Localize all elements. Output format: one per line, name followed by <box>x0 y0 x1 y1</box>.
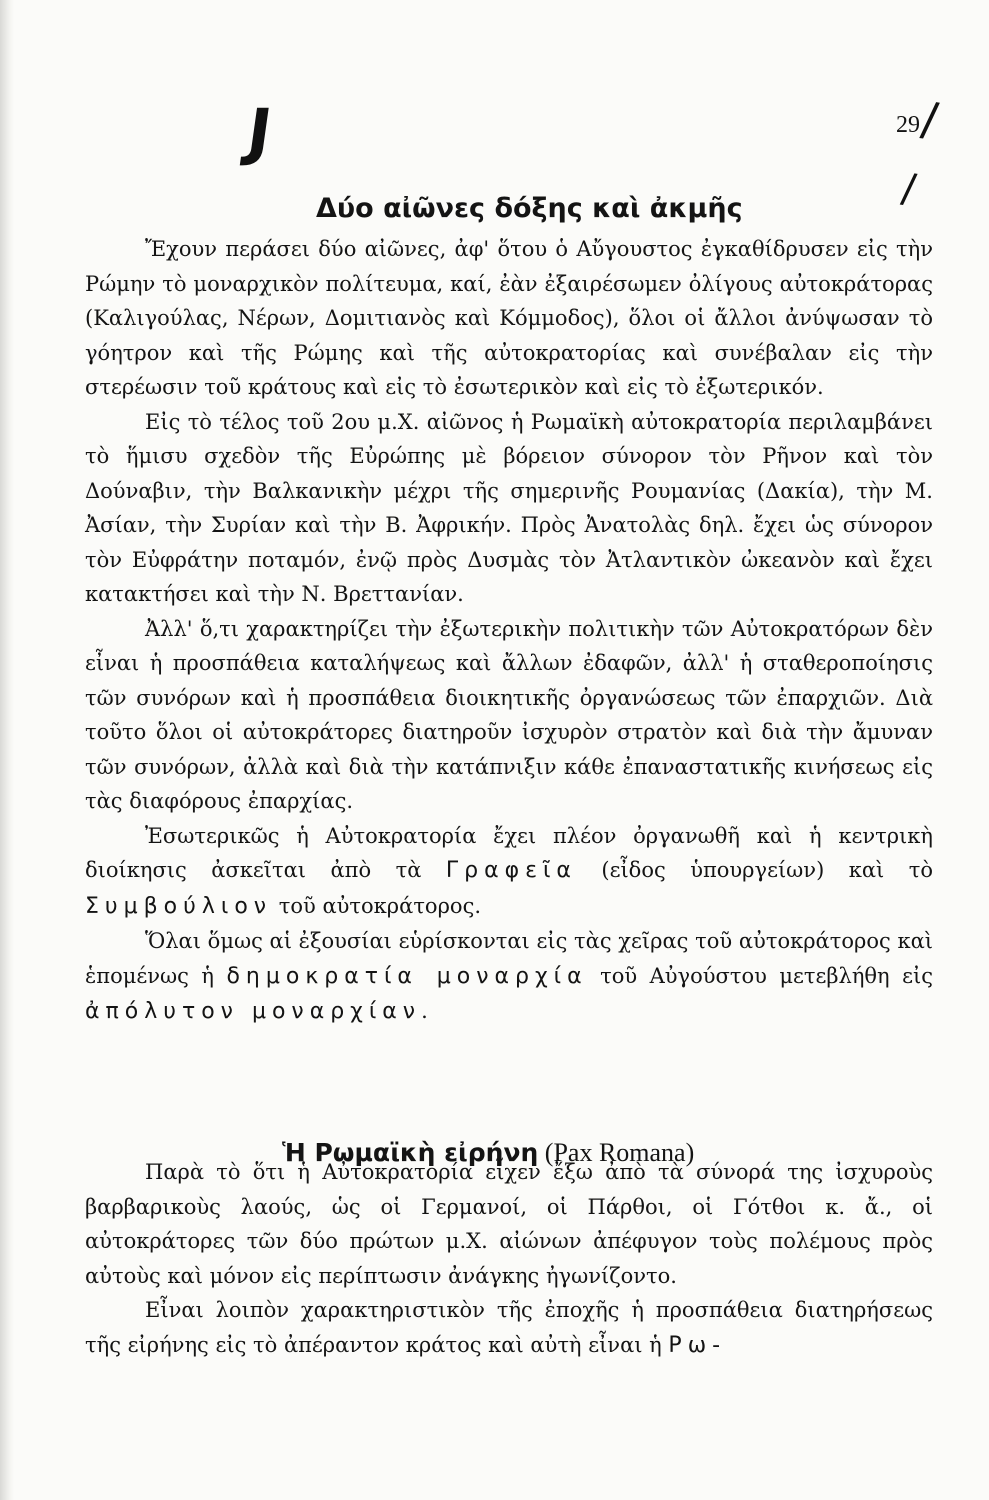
handwritten-slash-mark-top: / <box>918 91 942 147</box>
paragraph-4-text-end: τοῦ αὐτοκράτορος. <box>272 893 482 918</box>
term-romaiki: Ρω- <box>668 1332 727 1358</box>
pax-paragraph-2-text: Εἶναι λοιπὸν χαρακτηριστικὸν τῆς ἐποχῆς ἡ προσπάθεια διατηρήσεως τῆς εἰρήνης εἰς τὸ ἀπέραντον κράτος καὶ αὐτὴ εἶναι ἡ <box>85 1298 933 1357</box>
paragraph-5 <box>85 924 933 1030</box>
pax-paragraph-2 <box>85 1293 933 1363</box>
section-2-body <box>85 1155 933 1363</box>
term-apolytos-monarchia: ἀπόλυτον μοναρχίαν <box>85 999 422 1024</box>
section-1-body <box>85 232 933 1030</box>
pax-paragraph-1: Παρὰ τὸ ὅτι ἡ Αὐτοκρατορία εἶχεν ἔξω ἀπὸ τὰ σύνορά της ἰσχυροὺς βαρβαρικοὺς λαούς, ὡς οἱ Γερμανοί, οἱ Πάρθοι, οἱ Γότθοι κ. ἄ., οἱ αὐτοκράτορες τῶν δύο πρώτων μ.Χ. αἰώνων ἀπέφυγον τοὺς πολέμους πρὸς αὐτοὺς καὶ μόνον εἰς περίπτωσιν ἀνάγκης ἠγωνίζοντο. <box>85 1160 933 1288</box>
paragraph-4-text-start: Ἐσωτερικῶς ἡ Αὐτοκρατορία ἔχει πλέον ὀργανωθῆ καὶ ἡ κεντρικὴ διοίκησις ἀσκεῖται ἀπὸ τὰ <box>85 823 933 882</box>
paragraph-4-text-middle: (εἶδος ὑπουργείων) καὶ τὸ <box>576 858 933 882</box>
paragraph-3: Ἀλλ' ὅ,τι χαρακτηρίζει τὴν ἐξωτερικὴν πολιτικὴν τῶν Αὐτοκρατόρων δὲν εἶναι ἡ προσπάθεια καταλήψεως καὶ ἄλλων ἐδαφῶν, ἀλλ' ἡ σταθεροποίησις τῶν συνόρων καὶ ἡ προσπάθεια διοικητικῆς ὀργανώσεως τῶν ἐπαρχιῶν. Διὰ τοῦτο ὅλοι οἱ αὐτοκράτορες διατηροῦν ἰσχυρὸν στρατὸν καὶ διὰ τὴν ἄμυναν τῶν συνόρων, ἀλλὰ καὶ διὰ τὴν κατάπνιξιν κάθε ἐπαναστατικῆς κινήσεως εἰς τὰς διαφόρους ἐπαρχίας. <box>85 616 933 813</box>
handwritten-slash-mark-mid: / <box>898 165 919 213</box>
term-grafeia: Γραφεῖα <box>445 858 577 883</box>
page-number: 29 <box>896 112 920 138</box>
term-dimokratia-monarchia: δημοκρατία μοναρχία <box>226 963 588 989</box>
paragraph-2: Εἰς τὸ τέλος τοῦ 2ου μ.Χ. αἰῶνος ἡ Ρωμαϊκὴ αὐτοκρατορία περιλαμβάνει τὸ ἥμισυ σχεδὸν τῆς Εὐρώπης μὲ βόρειον σύνορον τὸν Ρῆνον καὶ τὸν Δούναβιν, τὴν Βαλκανικὴν μέχρι τῆς σημερινῆς Ρουμανίας (Δακία), τὴν Μ. Ἀσίαν, τὴν Συρίαν καὶ τὴν Β. Ἀφρικήν. Πρὸς Ἀνατολὰς δηλ. ἔχει ὡς σύνορον τὸν Εὐφράτην ποταμόν, ἐνῷ πρὸς Δυσμὰς τὸν Ἀτλαντικὸν ὠκεανὸν καὶ ἔχει κατακτήσει καὶ τὴν Ν. Βρεττανίαν. <box>85 409 933 606</box>
paragraph-5-text-start: Ὅλαι ὅμως αἱ ἐξουσίαι εὑρίσκονται εἰς τὰς χεῖρας τοῦ αὐτοκράτορος καὶ ἑπομένως ἡ <box>85 929 933 988</box>
handwritten-j-mark: J <box>242 95 277 168</box>
paragraph-5-text-end: . <box>421 999 428 1023</box>
paragraph-1: Ἔχουν περάσει δύο αἰῶνες, ἀφ' ὅτου ὁ Αὔγουστος ἐγκαθίδρυσεν εἰς τὴν Ρώμην τὸ μοναρχικὸν πολίτευμα, καί, ἐὰν ἐξαιρέσωμεν ὀλίγους αὐτοκράτορας (Καλιγούλας, Νέρων, Δομιτιανὸς καὶ Κόμμοδος), ὅλοι οἱ ἄλλοι ἀνύψωσαν τὸ γόητρον καὶ τῆς Ρώμης καὶ τῆς αὐτοκρατορίας καὶ συνέβαλαν εἰς τὴν στερέωσιν τοῦ κράτους καὶ εἰς τὸ ἐσωτερικὸν καὶ εἰς τὸ ἐξωτερικόν. <box>85 237 933 399</box>
page-edge-shadow <box>0 0 14 1500</box>
section-2-title-latin: (Pax Romana) <box>538 1137 695 1167</box>
section-2-title-greek: Ἡ Ρωμαϊκὴ εἰρήνη <box>282 1137 539 1167</box>
section-1-title: Δύο αἰῶνες δόξης καὶ ἀκμῆς <box>316 193 743 225</box>
paragraph-5-text-middle: τοῦ Αὐγούστου μετεβλήθη εἰς <box>587 963 933 988</box>
paragraph-4 <box>85 819 933 925</box>
term-symvoulion: Συμβούλιον <box>85 893 273 919</box>
